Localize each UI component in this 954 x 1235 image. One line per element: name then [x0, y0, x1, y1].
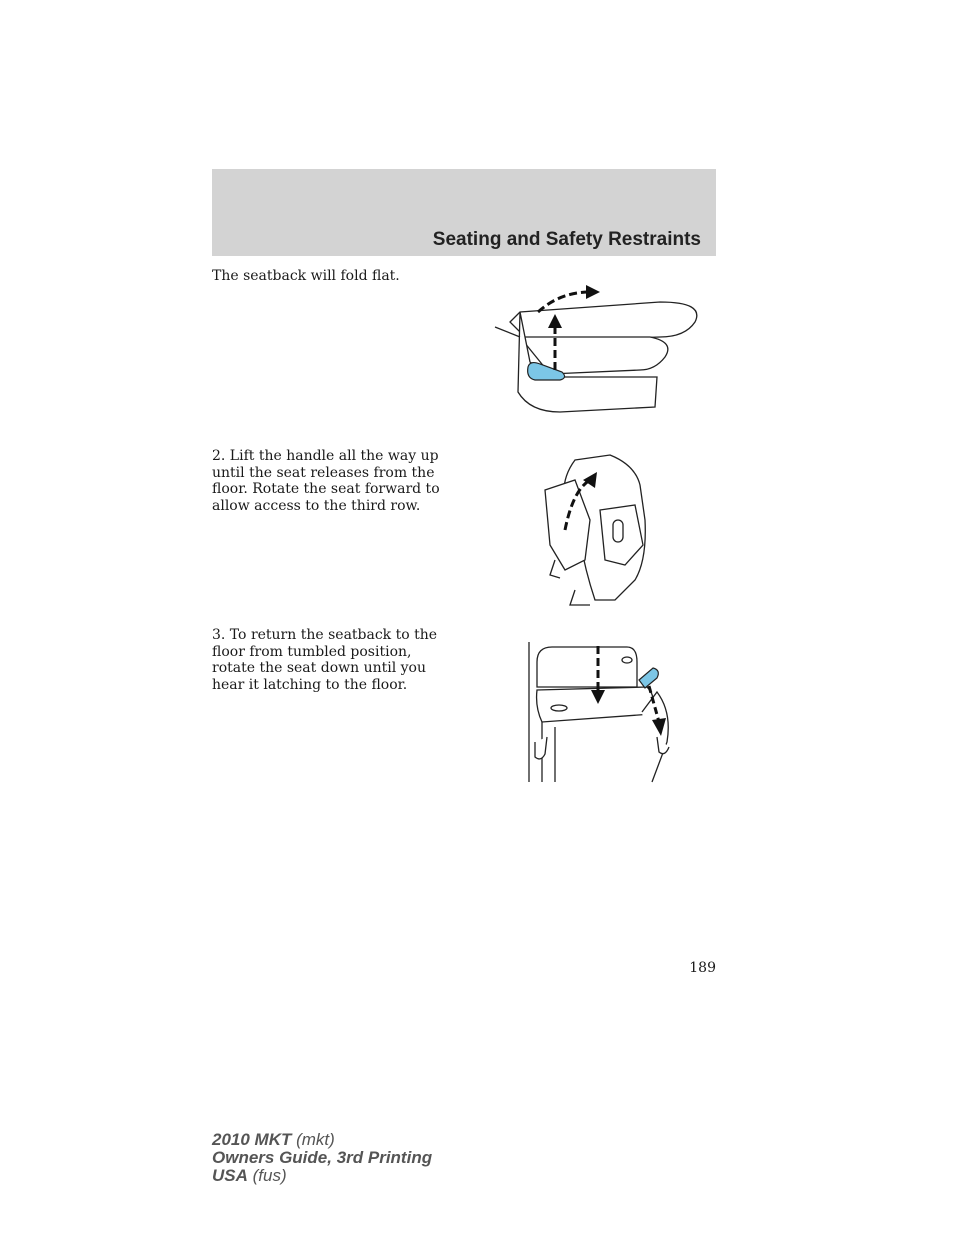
page-number: 189: [689, 960, 716, 976]
step-3-text: 3. To return the seatback to the floor from tumbled position, rotate the seat down until you hear it latching to the floor.: [212, 627, 438, 693]
footer-line-1: 2010 MKT (mkt): [212, 1130, 335, 1149]
seat-return-figure: [527, 642, 677, 784]
seat-fold-flat-figure: [490, 282, 710, 422]
section-title: Seating and Safety Restraints: [432, 229, 701, 250]
seat-tumble-figure: [535, 450, 660, 607]
latch-handle-icon: [639, 668, 658, 688]
footer-publication-info: [212, 1131, 432, 1185]
step-text-fold-flat: The seatback will fold flat.: [212, 268, 400, 284]
section-header-band: [212, 169, 716, 256]
footer-line-3: USA (fus): [212, 1166, 287, 1185]
step-2-text: 2. Lift the handle all the way up until the seat releases from the floor. Rotate the seat forward to allow access to the third row.: [212, 448, 440, 514]
footer-line-2: Owners Guide, 3rd Printing: [212, 1148, 433, 1167]
